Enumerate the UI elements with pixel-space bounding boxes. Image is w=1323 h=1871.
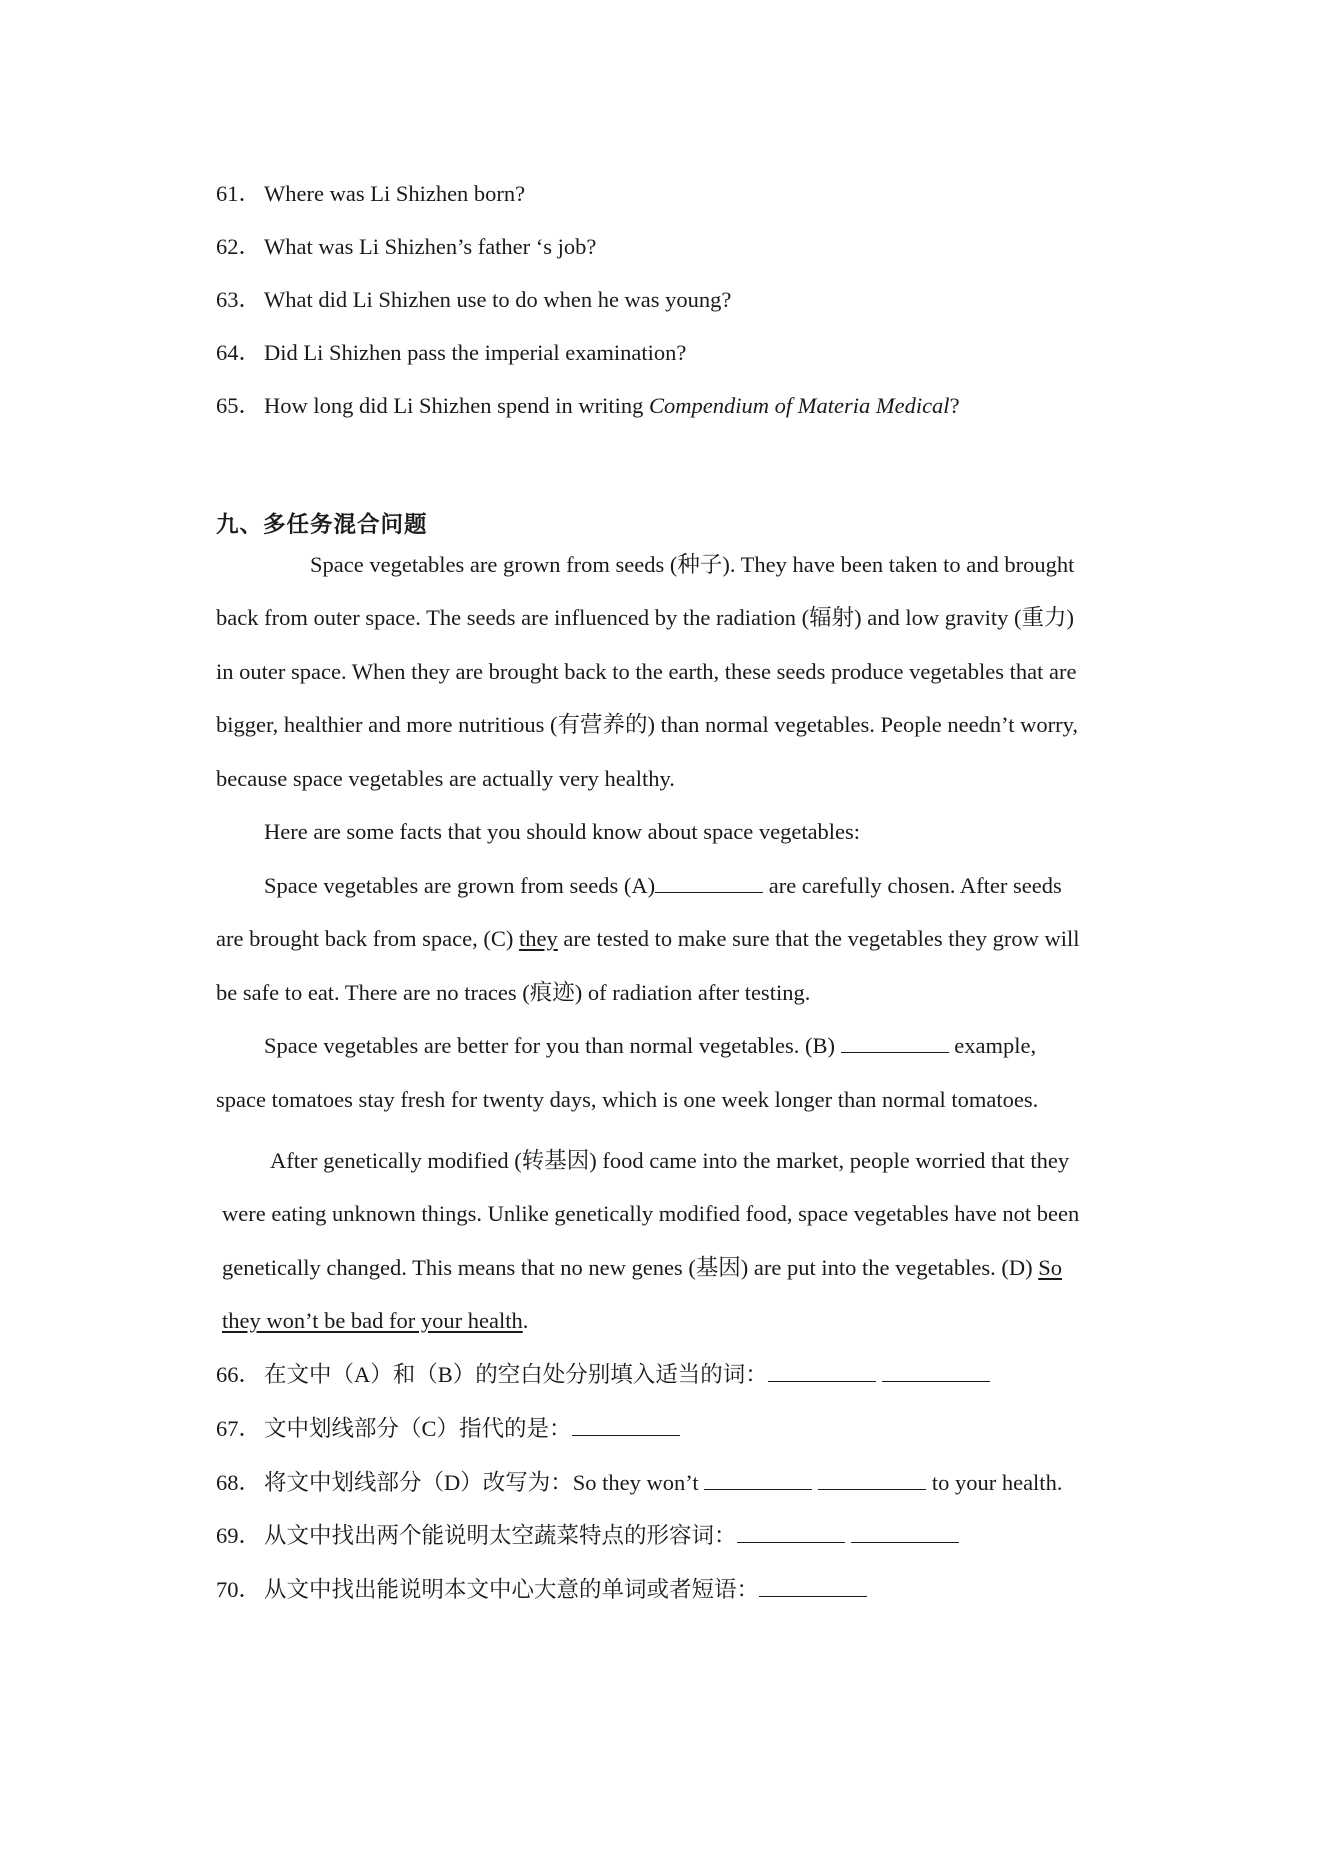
answer-blank[interactable] — [818, 1469, 926, 1490]
passage-line: in outer space. When they are brought back to the earth, these seeds produce vegetables that are — [216, 659, 1077, 684]
question-number: 66． — [216, 1362, 262, 1387]
passage-line: be safe to eat. There are no traces (痕迹) of radiation after testing. — [216, 980, 811, 1005]
answer-blank[interactable] — [572, 1415, 680, 1436]
blank-b — [841, 1032, 949, 1053]
answer-blank[interactable] — [882, 1361, 990, 1382]
question-67 — [216, 1414, 680, 1444]
question-text: 从文中找出能说明本文中心大意的单词或者短语： — [264, 1577, 760, 1602]
question-69 — [216, 1521, 959, 1551]
question-64 — [216, 338, 686, 368]
passage-line: Space vegetables are better for you than normal vegetables. (B) example, — [264, 1033, 1037, 1058]
blank-a — [655, 872, 763, 893]
book-title: Compendium of Materia Medical — [648, 393, 950, 418]
question-number: 67． — [216, 1416, 262, 1441]
question-number: 68． — [216, 1470, 262, 1495]
question-number: 62． — [216, 234, 262, 259]
passage-line: bigger, healthier and more nutritious (有营养的) than normal vegetables. People needn’t worry, — [216, 712, 1078, 737]
question-61 — [216, 179, 525, 209]
question-68: 68． 将文中划线部分（D）改写为：So they won’t to your health. — [216, 1468, 1062, 1498]
passage-line: because space vegetables are actually very healthy. — [216, 766, 675, 791]
passage-line: space tomatoes stay fresh for twenty days, which is one week longer than normal tomatoes. — [216, 1087, 1039, 1112]
passage-line: they won’t be bad for your health. — [222, 1308, 529, 1333]
answer-blank[interactable] — [851, 1522, 959, 1543]
passage-line: Space vegetables are grown from seeds (A) are carefully chosen. After seeds — [264, 873, 1062, 898]
question-text: How long did Li Shizhen spend in writing — [264, 393, 649, 418]
question-text: What was Li Shizhen’s father ‘s job? — [264, 234, 597, 259]
question-text: Did Li Shizhen pass the imperial examination? — [264, 340, 687, 365]
question-text: 将文中划线部分（D）改写为：So they won’t — [264, 1470, 705, 1495]
underlined-c: they — [519, 926, 558, 951]
question-65: 65． How long did Li Shizhen spend in writing Compendium of Materia Medical? — [216, 391, 960, 421]
question-text: 文中划线部分（C）指代的是： — [264, 1416, 572, 1441]
question-text: 在文中（A）和（B）的空白处分别填入适当的词： — [264, 1362, 768, 1387]
section-heading: 九、多任务混合问题 — [216, 512, 428, 538]
question-70 — [216, 1575, 867, 1605]
question-number: 65． — [216, 393, 262, 418]
answer-blank[interactable] — [704, 1469, 812, 1490]
underlined-d: they won’t be bad for your health — [222, 1308, 523, 1333]
question-text: Where was Li Shizhen born? — [264, 181, 526, 206]
question-number: 61． — [216, 181, 262, 206]
passage-line: Space vegetables are grown from seeds (种子). They have been taken to and brought — [310, 552, 1075, 577]
question-number: 63． — [216, 287, 262, 312]
question-number: 70． — [216, 1577, 262, 1602]
answer-blank[interactable] — [759, 1576, 867, 1597]
underlined-d: So — [1038, 1255, 1062, 1280]
question-62 — [216, 232, 596, 262]
question-text: 从文中找出两个能说明太空蔬菜特点的形容词： — [264, 1523, 737, 1548]
question-number: 69． — [216, 1523, 262, 1548]
passage-line: were eating unknown things. Unlike genetically modified food, space vegetables have not been — [222, 1201, 1080, 1226]
passage-line: genetically changed. This means that no new genes (基因) are put into the vegetables. (D) So — [222, 1255, 1062, 1280]
question-number: 64． — [216, 340, 262, 365]
question-66 — [216, 1360, 990, 1390]
answer-blank[interactable] — [768, 1361, 876, 1382]
passage-line: back from outer space. The seeds are influenced by the radiation (辐射) and low gravity (重力) — [216, 605, 1075, 630]
passage-line: Here are some facts that you should know about space vegetables: — [264, 819, 861, 844]
answer-blank[interactable] — [737, 1522, 845, 1543]
question-text: What did Li Shizhen use to do when he was young? — [264, 287, 732, 312]
passage-line: After genetically modified (转基因) food came into the market, people worried that they — [270, 1148, 1070, 1173]
question-63 — [216, 285, 731, 315]
passage-line: are brought back from space, (C) they are tested to make sure that the vegetables they grow will — [216, 926, 1080, 951]
